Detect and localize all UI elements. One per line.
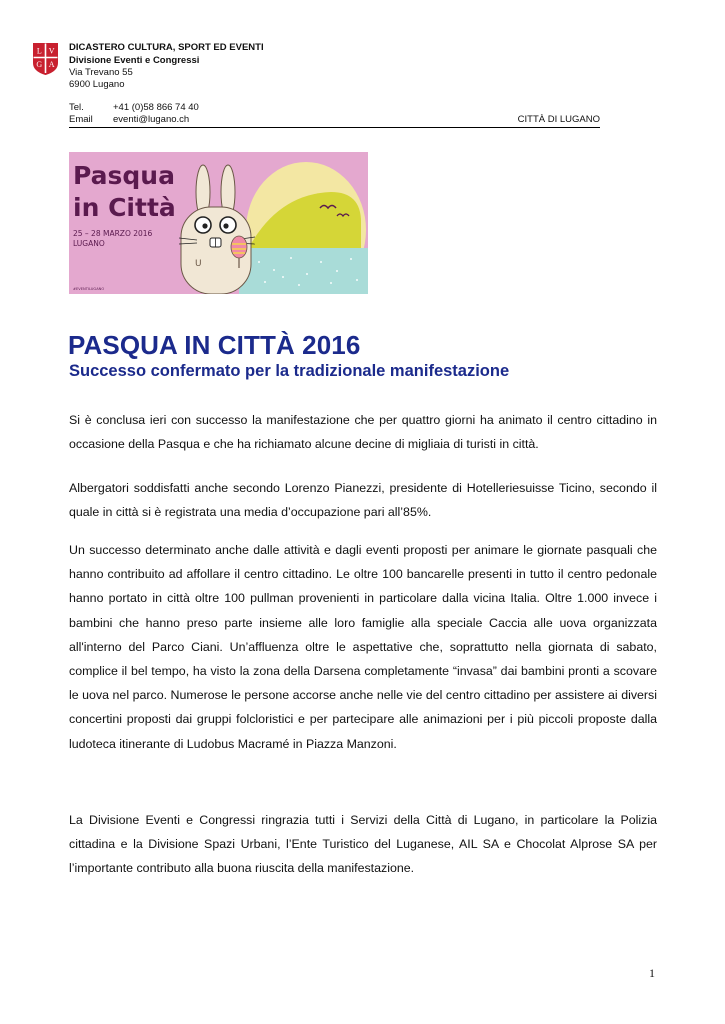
poster-title-line1: Pasqua bbox=[73, 161, 175, 190]
telephone-row bbox=[69, 102, 199, 114]
event-poster-image bbox=[69, 152, 368, 294]
city-crest-logo bbox=[33, 43, 58, 75]
paragraph-4: La Divisione Eventi e Congressi ringrazia tutti i Servizi della Città di Lugano, in particolare la Polizia cittadina e la Divisione Spazi Urbani, l’Ente Turistico del Luganese, AIL SA e Chocolat Alprose SA per l’importante contributo alla buona riuscita della manifestazione. bbox=[69, 813, 657, 876]
email-label: Email bbox=[69, 114, 93, 125]
page-title: PASQUA IN CITTÀ 2016 bbox=[68, 330, 361, 360]
tel-value: +41 (0)58 866 74 40 bbox=[113, 102, 199, 113]
crest-letter-4: A bbox=[48, 60, 55, 69]
crest-letter-2: V bbox=[48, 46, 55, 56]
header-divider bbox=[69, 127, 600, 128]
address-street: Via Trevano 55 bbox=[69, 67, 133, 78]
tel-label: Tel. bbox=[69, 102, 84, 113]
paragraph-3: Un successo determinato anche dalle attività e dagli eventi proposti per animare le giornate pasquali che hanno contribuito ad affollare il centro cittadino. Le oltre 100 bancarelle presenti in tutto il centro pedonale hanno portato in città oltre 100 pullman provenienti in particolare dalla vicina Italia. Oltre 1.000 invece i bambini che hanno preso parte insieme alle loro famiglie alla speciale Caccia alle uova organizzata all'interno del Parco Ciani. Un’affluenza oltre le aspettative che, soprattutto nella giornata di sabato, complice il bel tempo, ha visto la zona della Darsena completamente “invasa” dai bambini pronti a scovare le uova nel parco. Numerose le persone accorse anche nelle vie del centro cittadino per assistere ai diversi concertini proposti dai gruppi folcloristici e per partecipare alle animazioni per i più piccoli proposte dalla ludoteca itinerante di Ludobus Macramé in Piazza Manzoni. bbox=[69, 543, 657, 751]
city-name: CITTÀ DI LUGANO bbox=[517, 114, 600, 125]
poster-tag: #EVENTILUGANO bbox=[73, 287, 105, 291]
poster-place: LUGANO bbox=[73, 239, 105, 248]
page-number: 1 bbox=[649, 966, 655, 980]
department-name: DICASTERO CULTURA, SPORT ED EVENTI bbox=[69, 42, 264, 53]
address-city: 6900 Lugano bbox=[69, 79, 125, 90]
email-row bbox=[69, 114, 189, 126]
svg-text:U: U bbox=[195, 259, 202, 269]
page-subtitle: Successo confermato per la tradizionale manifestazione bbox=[69, 362, 510, 380]
poster-title-line2: in Città bbox=[73, 193, 176, 222]
email-value[interactable]: eventi@lugano.ch bbox=[113, 114, 190, 125]
crest-letter-1: L bbox=[36, 46, 42, 56]
paragraph-1: Si è conclusa ieri con successo la manifestazione che per quattro giorni ha animato il centro cittadino in occasione della Pasqua e che ha richiamato alcune decine di migliaia di turisti in città. bbox=[69, 413, 657, 452]
crest-letter-3: G bbox=[36, 60, 43, 69]
division-name: Divisione Eventi e Congressi bbox=[69, 55, 200, 66]
paragraph-2: Albergatori soddisfatti anche secondo Lorenzo Pianezzi, presidente di Hotelleriesuisse Ticino, secondo il quale in città si è registrata una media d’occupazione pari all’85%. bbox=[69, 481, 657, 520]
poster-dates: 25 – 28 MARZO 2016 bbox=[73, 229, 153, 238]
